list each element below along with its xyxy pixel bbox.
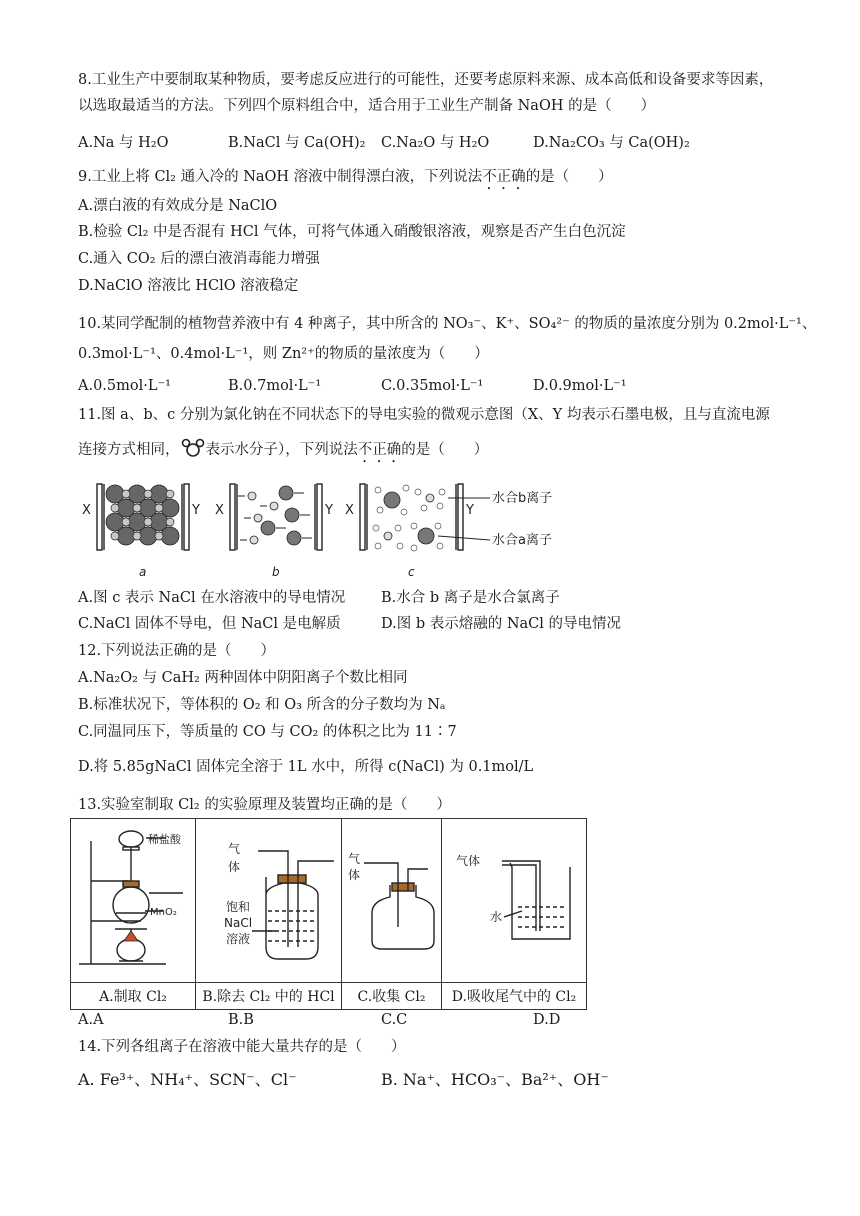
caption-b: B.除去 Cl₂ 中的 HCl xyxy=(196,983,342,1010)
label-gas-bottom: 体 xyxy=(228,860,241,874)
electrode-y-label-a: Y xyxy=(192,503,200,518)
q10-option-a: A.0.5mol·L⁻¹ xyxy=(78,378,171,394)
gas-collection-apparatus xyxy=(342,819,441,978)
q13-option-c: C.C xyxy=(381,1012,408,1028)
nacl-conductivity-figure xyxy=(78,478,598,580)
apparatus-d-cell xyxy=(442,819,587,983)
q11-stem-line2: 连接方式相同， 表示水分子），下列说法不正确的是（ ） xyxy=(78,438,488,466)
apparatus-c-cell xyxy=(342,819,442,983)
q9-option-c: C.通入 CO₂ 后的漂白液消毒能力增强 xyxy=(78,251,320,267)
q10-option-b: B.0.7mol·L⁻¹ xyxy=(228,378,322,394)
q9-option-d: D.NaClO 溶液比 HClO 溶液稳定 xyxy=(78,278,299,294)
q8-stem-line1: 8.工业生产中要制取某种物质，要考虑反应进行的可能性，还要考虑原料来源、成本高低和设备要求等因素， xyxy=(78,72,774,88)
q13-option-b: B.B xyxy=(228,1012,254,1028)
panel-label-c: c xyxy=(408,565,415,579)
q12-option-a: A.Na₂O₂ 与 CaH₂ 两种固体中阴阳离子个数比相同 xyxy=(78,670,408,686)
wash-bottle-apparatus xyxy=(196,819,341,978)
electrode-x-label-a: X xyxy=(82,503,91,518)
tail-gas-absorption-apparatus xyxy=(442,819,586,978)
label-gas-top: 气 xyxy=(228,842,241,856)
water-molecule-icon xyxy=(180,438,206,458)
panel-label-a: a xyxy=(139,565,147,579)
label-mno2: MnO₂ xyxy=(150,907,177,918)
q9-emphasis: 不正确 xyxy=(482,169,526,185)
label-solution: 溶液 xyxy=(226,932,251,946)
q9-stem: 9.工业上将 Cl₂ 通入冷的 NaOH 溶液中制得漂白液，下列说法不正确的是（ ） xyxy=(78,169,613,185)
q11-stem-line1: 11.图 a、b、c 分别为氯化钠在不同状态下的导电实验的微观示意图（X、Y 均表示石墨电极，且与直流电源 xyxy=(78,407,770,423)
apparatus-b-cell xyxy=(196,819,342,983)
q12-option-b: B.标准状况下，等体积的 O₂ 和 O₃ 所含的分子数均为 Nₐ xyxy=(78,697,446,713)
q8-option-b: B.NaCl 与 Ca(OH)₂ xyxy=(228,135,366,151)
q10-stem-line2: 0.3mol·L⁻¹、0.4mol·L⁻¹，则 Zn²⁺的物质的量浓度为（ ） xyxy=(78,346,489,362)
q8-option-c: C.Na₂O 与 H₂O xyxy=(381,135,490,151)
cl2-generator-apparatus xyxy=(71,819,195,978)
q11-option-b: B.水合 b 离子是水合氯离子 xyxy=(381,590,560,606)
q10-option-c: C.0.35mol·L⁻¹ xyxy=(381,378,484,394)
electrode-x-label-c: X xyxy=(345,503,354,518)
q14-stem: 14.下列各组离子在溶液中能大量共存的是（ ） xyxy=(78,1039,406,1055)
callout-hydrated-a: 水合a离子 xyxy=(492,533,552,548)
callout-hydrated-b: 水合b离子 xyxy=(492,491,553,506)
caption-c: C.收集 Cl₂ xyxy=(342,983,442,1010)
panel-label-b: b xyxy=(272,565,280,579)
label-saturated: 饱和 xyxy=(226,900,251,914)
label-gas-top-c: 气 xyxy=(348,852,361,866)
q12-option-c: C.同温同压下，等质量的 CO 与 CO₂ 的体积之比为 11∶7 xyxy=(78,724,457,740)
q11-emphasis: 不正确 xyxy=(357,442,402,458)
label-water: 水 xyxy=(490,910,503,924)
q10-stem-line1: 10.某同学配制的植物营养液中有 4 种离子，其中所含的 NO₃⁻、K⁺、SO₄²⁻ 的物质的量浓度分别为 0.2mol·L⁻¹、 xyxy=(78,316,817,332)
caption-d: D.吸收尾气中的 Cl₂ xyxy=(442,983,587,1010)
q13-stem: 13.实验室制取 Cl₂ 的实验原理及装置均正确的是（ ） xyxy=(78,797,451,813)
label-dilute-hcl: 稀盐酸 xyxy=(148,833,181,846)
label-gas-d: 气体 xyxy=(456,854,481,868)
q11-option-c: C.NaCl 固体不导电，但 NaCl 是电解质 xyxy=(78,616,341,632)
q13-option-d: D.D xyxy=(533,1012,561,1028)
caption-a: A.制取 Cl₂ xyxy=(71,983,196,1010)
q14-option-a: A. Fe³⁺、NH₄⁺、SCN⁻、Cl⁻ xyxy=(78,1070,297,1089)
q8-stem-line2: 以选取最适当的方法。下列四个原料组合中，适合用于工业生产制备 NaOH 的是（ ） xyxy=(78,98,656,114)
q14-option-b: B. Na⁺、HCO₃⁻、Ba²⁺、OH⁻ xyxy=(381,1070,609,1089)
electrode-y-label-b: Y xyxy=(325,503,333,518)
q11-option-a: A.图 c 表示 NaCl 在水溶液中的导电情况 xyxy=(78,590,346,606)
q11-option-d: D.图 b 表示熔融的 NaCl 的导电情况 xyxy=(381,616,621,632)
q8-option-d: D.Na₂CO₃ 与 Ca(OH)₂ xyxy=(533,135,690,151)
apparatus-table xyxy=(70,818,587,1010)
q9-option-a: A.漂白液的有效成分是 NaClO xyxy=(78,198,278,214)
q8-option-a: A.Na 与 H₂O xyxy=(78,135,169,151)
label-gas-bottom-c: 体 xyxy=(348,868,361,882)
q13-option-a: A.A xyxy=(78,1012,104,1028)
electrode-x-label-b: X xyxy=(215,503,224,518)
apparatus-a-cell xyxy=(71,819,196,983)
label-nacl: NaCl xyxy=(224,916,253,930)
q9-option-b: B.检验 Cl₂ 中是否混有 HCl 气体，可将气体通入硝酸银溶液，观察是否产生白色沉淀 xyxy=(78,224,626,240)
q10-option-d: D.0.9mol·L⁻¹ xyxy=(533,378,627,394)
q12-stem: 12.下列说法正确的是（ ） xyxy=(78,643,276,659)
electrode-y-label-c: Y xyxy=(466,503,474,518)
q12-option-d: D.将 5.85gNaCl 固体完全溶于 1L 水中，所得 c(NaCl) 为 0.1mol/L xyxy=(78,759,534,775)
